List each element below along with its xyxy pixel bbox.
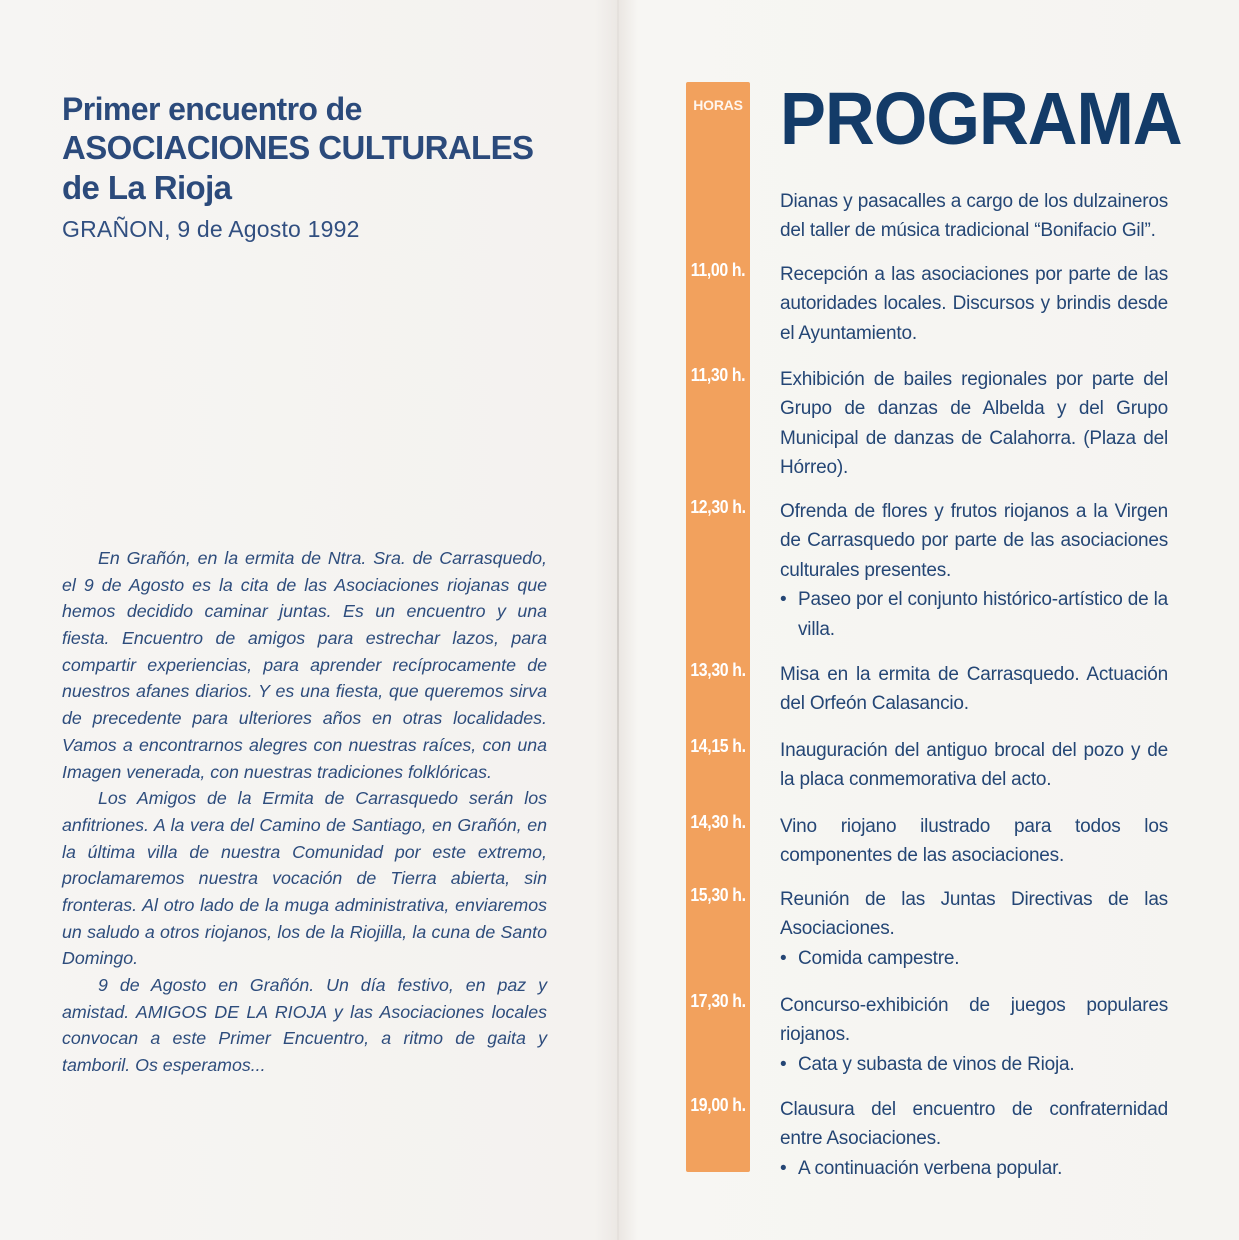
bullet-icon: • [780,1157,787,1179]
schedule-time: 11,30 h. [690,365,746,385]
title-line-2: ASOCIACIONES CULTURALES [62,129,534,167]
schedule-time: 15,30 h. [690,885,746,905]
bullet-icon: • [780,589,787,611]
schedule-text: Exhibición de bailes regionales por parte del Grupo de danzas de Albelda y del Grupo Municipal de danzas de Calahorra. (Plaza del Hórreo). [780,369,1168,479]
schedule-subitem [780,1154,1168,1183]
schedule-subitem-text: Cata y subasta de vinos de Rioja. [798,1053,1075,1075]
intro-paragraph-1: En Grañón, en la ermita de Ntra. Sra. de Carrasquedo, el 9 de Agosto es la cita de las Asociaciones riojanas que hemos decidido caminar juntas. Es un encuentro y una fiesta. Encuentro de amigos para estrechar lazos, para compartir experiencias, para aprender recíprocamente de nuestros afanes diarios. Y es una fiesta, que queremos sirva de precedente para ulteriores años en otras localidades. Vamos a encontrarnos alegres con nuestras raíces, con una Imagen venerada, con nuestras tradiciones folklóricas. [62,548,547,782]
schedule-time: 14,30 h. [690,812,746,832]
left-panel [0,0,617,1240]
schedule-description [780,497,1168,644]
bullet-icon: • [780,1053,787,1075]
schedule-text: Ofrenda de flores y frutos riojanos a la Virgen de Carrasquedo por parte de las asociaciones culturales presentes. [780,501,1168,581]
schedule-time: 17,30 h. [690,991,746,1011]
schedule-text: Recepción a las asociaciones por parte de las autoridades locales. Discursos y brindis desde el Ayuntamiento. [780,264,1168,344]
programa-heading: PROGRAMA [780,77,1182,160]
schedule-time: 13,30 h. [690,660,746,680]
schedule-text: Reunión de las Juntas Directivas de las Asociaciones. [780,889,1168,940]
schedule-subitem [780,585,1168,644]
schedule-description [780,187,1168,246]
title-line-1: Primer encuentro de [62,91,362,127]
schedule-time: 14,15 h. [690,736,746,756]
schedule-description [780,736,1168,795]
schedule-description [780,812,1168,871]
schedule-time: 19,00 h. [690,1095,746,1115]
schedule-text: Inauguración del antiguo brocal del pozo y de la placa conmemorativa del acto. [780,740,1168,791]
schedule-description [780,991,1168,1079]
schedule-time: 12,30 h. [690,497,746,517]
schedule-text: Misa en la ermita de Carrasquedo. Actuación del Orfeón Calasancio. [780,664,1168,715]
schedule-subitem-text: Paseo por el conjunto histórico-artístico de la villa. [798,589,1168,640]
schedule-subitem-text: Comida campestre. [798,947,960,969]
title-block [62,90,532,243]
schedule-subitem [780,1050,1168,1079]
intro-paragraph-3: 9 de Agosto en Grañón. Un día festivo, en paz y amistad. AMIGOS DE LA RIOJA y las Asociaciones locales convocan a este Primer Encuentro, a ritmo de gaita y tamboril. Os esperamos... [62,975,547,1076]
hours-label: HORAS [693,97,743,113]
schedule-text: Clausura del encuentro de confraternidad entre Asociaciones. [780,1099,1168,1150]
schedule-text: Vino riojano ilustrado para todos los componentes de las asociaciones. [780,816,1168,867]
schedule-description [780,365,1168,483]
intro-text [62,545,547,1079]
schedule-text: Concurso-exhibición de juegos populares riojanos. [780,995,1168,1046]
intro-paragraph-2: Los Amigos de la Ermita de Carrasquedo serán los anfitriones. A la vera del Camino de Santiago, en Grañón, en la última villa de nuestra Comunidad por este extremo, proclamaremos nuestra vocación de Tierra abierta, sin fronteras. Al otro lado de la muga administrativa, enviaremos un saludo a otros riojanos, los de la Riojilla, la cuna de Santo Domingo. [62,788,547,969]
schedule-time: 11,00 h. [690,260,746,280]
title-line-3: de La Rioja [62,168,232,206]
event-date-location: GRAÑON, 9 de Agosto 1992 [62,215,360,242]
schedule-subitem [780,944,1168,973]
schedule-subitem-text: A continuación verbena popular. [798,1157,1063,1179]
schedule-description [780,260,1168,348]
schedule-description [780,1095,1168,1183]
bullet-icon: • [780,947,787,969]
schedule-description [780,660,1168,719]
schedule-text: Dianas y pasacalles a cargo de los dulzaineros del taller de música tradicional “Bonifacio Gil”. [780,191,1168,242]
schedule-description [780,885,1168,973]
